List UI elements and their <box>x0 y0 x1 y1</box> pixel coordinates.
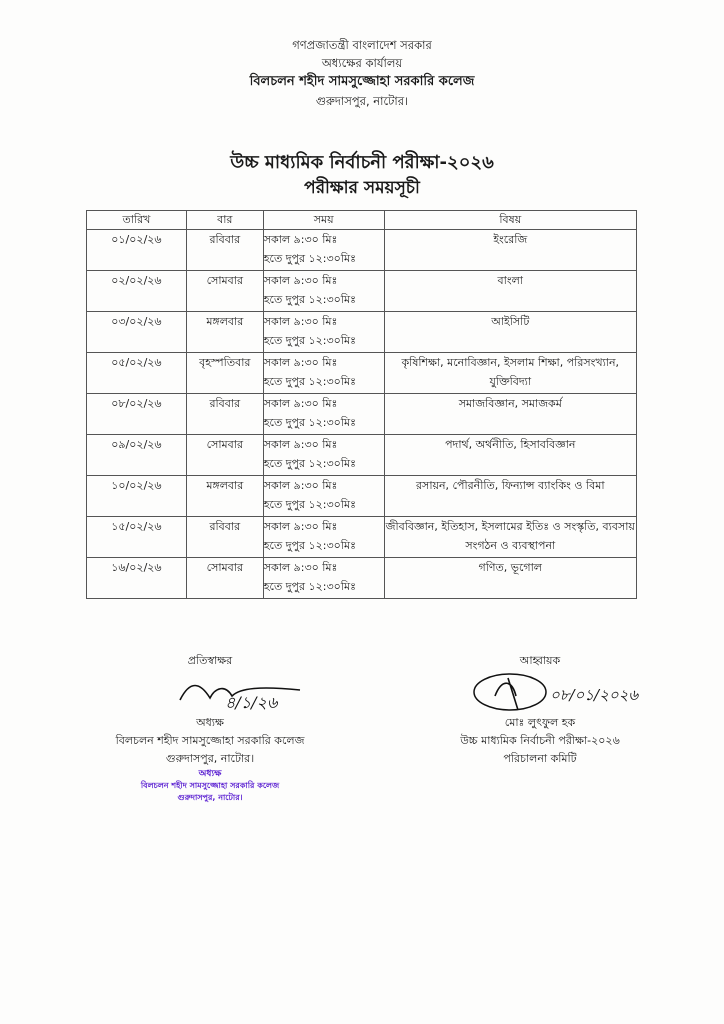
exam-date: ১৬/০২/২৬ <box>87 558 187 599</box>
exam-day: সোমবার <box>186 435 263 476</box>
exam-time <box>263 271 384 312</box>
exam-subject: কৃষিশিক্ষা, মনোবিজ্ঞান, ইসলাম শিক্ষা, পরিসংখ্যান, যুক্তিবিদ্যা <box>384 353 636 394</box>
exam-time-end: হতে দুপুর ১২:৩০মিঃ <box>263 252 356 265</box>
exam-time-start: সকাল ৯:৩০ মিঃ <box>263 356 338 369</box>
table-row <box>87 271 637 312</box>
exam-time-end: হতে দুপুর ১২:৩০মিঃ <box>263 498 356 511</box>
college-name: বিলচলন শহীদ সামসুজ্জোহা সরকারি কলেজ <box>249 74 475 89</box>
exam-day: মঙ্গলবার <box>186 476 263 517</box>
exam-time <box>263 476 384 517</box>
exam-time <box>263 230 384 271</box>
exam-subject: গণিত, ভূগোল <box>384 558 636 599</box>
column-header-date: তারিখ <box>87 211 187 230</box>
government-name: গণপ্রজাতন্ত্রী বাংলাদেশ সরকার <box>292 38 432 52</box>
exam-date: ০২/০২/২৬ <box>87 271 187 312</box>
exam-subject: সমাজবিজ্ঞান, সমাজকর্ম <box>384 394 636 435</box>
convener-label: আহ্বায়ক <box>519 654 561 667</box>
exam-time <box>263 312 384 353</box>
exam-day: রবিবার <box>186 394 263 435</box>
exam-subject: আইসিটি <box>384 312 636 353</box>
table-row <box>87 476 637 517</box>
exam-time-start: সকাল ৯:৩০ মিঃ <box>263 520 338 533</box>
signature-scribble-icon <box>60 670 360 714</box>
exam-date: ০৩/০২/২৬ <box>87 312 187 353</box>
exam-time-start: সকাল ৯:৩০ মিঃ <box>263 397 338 410</box>
exam-day: রবিবার <box>186 517 263 558</box>
schedule-title: পরীক্ষার সময়সূচী <box>304 178 420 198</box>
exam-subject: বাংলা <box>384 271 636 312</box>
stamp-location: গুরুদাসপুর, নাটোর। <box>177 793 243 802</box>
exam-time-end: হতে দুপুর ১২:৩০মিঃ <box>263 416 356 429</box>
exam-day: সোমবার <box>186 271 263 312</box>
table-row <box>87 435 637 476</box>
exam-time <box>263 353 384 394</box>
exam-time <box>263 394 384 435</box>
column-header-day: বার <box>186 211 263 230</box>
table-header-row <box>87 211 637 230</box>
exam-time-end: হতে দুপুর ১২:৩০মিঃ <box>263 334 356 347</box>
exam-date: ০৮/০২/২৬ <box>87 394 187 435</box>
exam-subject: রসায়ন, পৌরনীতি, ফিন্যান্স ব্যাংকিং ও বিমা <box>384 476 636 517</box>
exam-time-start: সকাল ৯:৩০ মিঃ <box>263 315 338 328</box>
exam-date: ০১/০২/২৬ <box>87 230 187 271</box>
signature-scribble-icon <box>390 670 690 714</box>
exam-time-end: হতে দুপুর ১২:৩০মিঃ <box>263 457 356 470</box>
exam-time <box>263 517 384 558</box>
exam-time-start: সকাল ৯:৩০ মিঃ <box>263 479 338 492</box>
exam-time <box>263 558 384 599</box>
table-row <box>87 312 637 353</box>
table-row <box>87 558 637 599</box>
official-seal-stamp <box>60 768 360 804</box>
stamp-institution: বিলচলন শহীদ সামসুজ্জোহা সরকারি কলেজ <box>140 781 280 790</box>
exam-time-start: সকাল ৯:৩০ মিঃ <box>263 274 338 287</box>
exam-date: ১৫/০২/২৬ <box>87 517 187 558</box>
exam-time-end: হতে দুপুর ১২:৩০মিঃ <box>263 293 356 306</box>
exam-date: ১০/০২/২৬ <box>87 476 187 517</box>
column-header-subject: বিষয় <box>384 211 636 230</box>
convener-block <box>390 652 690 768</box>
document-title <box>0 150 724 200</box>
convener-signature <box>390 670 690 714</box>
table-row <box>87 353 637 394</box>
exam-day: মঙ্গলবার <box>186 312 263 353</box>
column-header-time: সময় <box>263 211 384 230</box>
exam-day: রবিবার <box>186 230 263 271</box>
convener-committee-line2: পরিচালনা কমিটি <box>503 752 577 765</box>
exam-time <box>263 435 384 476</box>
table-row <box>87 394 637 435</box>
exam-time-start: সকাল ৯:৩০ মিঃ <box>263 438 338 451</box>
principal-institution: বিলচলন শহীদ সামসুজ্জোহা সরকারি কলেজ <box>115 734 305 747</box>
office-name: অধ্যক্ষের কার্যালয় <box>321 56 403 70</box>
convener-signature-date: ০৮/০১/২০২৬ <box>550 686 639 704</box>
countersign-label: প্রতিস্বাক্ষর <box>187 654 233 667</box>
exam-date: ০৫/০২/২৬ <box>87 353 187 394</box>
college-location: গুরুদাসপুর, নাটোর। <box>315 94 409 108</box>
stamp-designation: অধ্যক্ষ <box>198 769 222 779</box>
table-row <box>87 230 637 271</box>
convener-committee-line1: উচ্চ মাধ্যমিক নির্বাচনী পরীক্ষা-২০২৬ <box>460 734 620 747</box>
convener-name: মোঃ লুৎফুল হক <box>504 716 576 729</box>
table-row <box>87 517 637 558</box>
exam-subject: জীববিজ্ঞান, ইতিহাস, ইসলামের ইতিঃ ও সংস্কৃতি, ব্যবসায় সংগঠন ও ব্যবস্থাপনা <box>384 517 636 558</box>
exam-time-end: হতে দুপুর ১২:৩০মিঃ <box>263 580 356 593</box>
exam-subject: পদার্থ, অর্থনীতি, হিসাববিজ্ঞান <box>384 435 636 476</box>
principal-signature-date: ৪/১/২৬ <box>225 693 278 712</box>
exam-title: উচ্চ মাধ্যমিক নির্বাচনী পরীক্ষা-২০২৬ <box>230 152 494 173</box>
exam-date: ০৯/০২/২৬ <box>87 435 187 476</box>
exam-day: সোমবার <box>186 558 263 599</box>
exam-day: বৃহস্পতিবার <box>186 353 263 394</box>
office-header <box>0 36 724 110</box>
exam-subject: ইংরেজি <box>384 230 636 271</box>
exam-time-start: সকাল ৯:৩০ মিঃ <box>263 561 338 574</box>
exam-time-start: সকাল ৯:৩০ মিঃ <box>263 233 338 246</box>
principal-designation: অধ্যক্ষ <box>196 716 224 729</box>
exam-time-end: হতে দুপুর ১২:৩০মিঃ <box>263 375 356 388</box>
exam-time-end: হতে দুপুর ১২:৩০মিঃ <box>263 539 356 552</box>
principal-signature <box>60 670 360 714</box>
countersign-block <box>60 652 360 804</box>
principal-location: গুরুদাসপুর, নাটোর। <box>165 752 255 765</box>
exam-schedule-table <box>86 210 637 599</box>
